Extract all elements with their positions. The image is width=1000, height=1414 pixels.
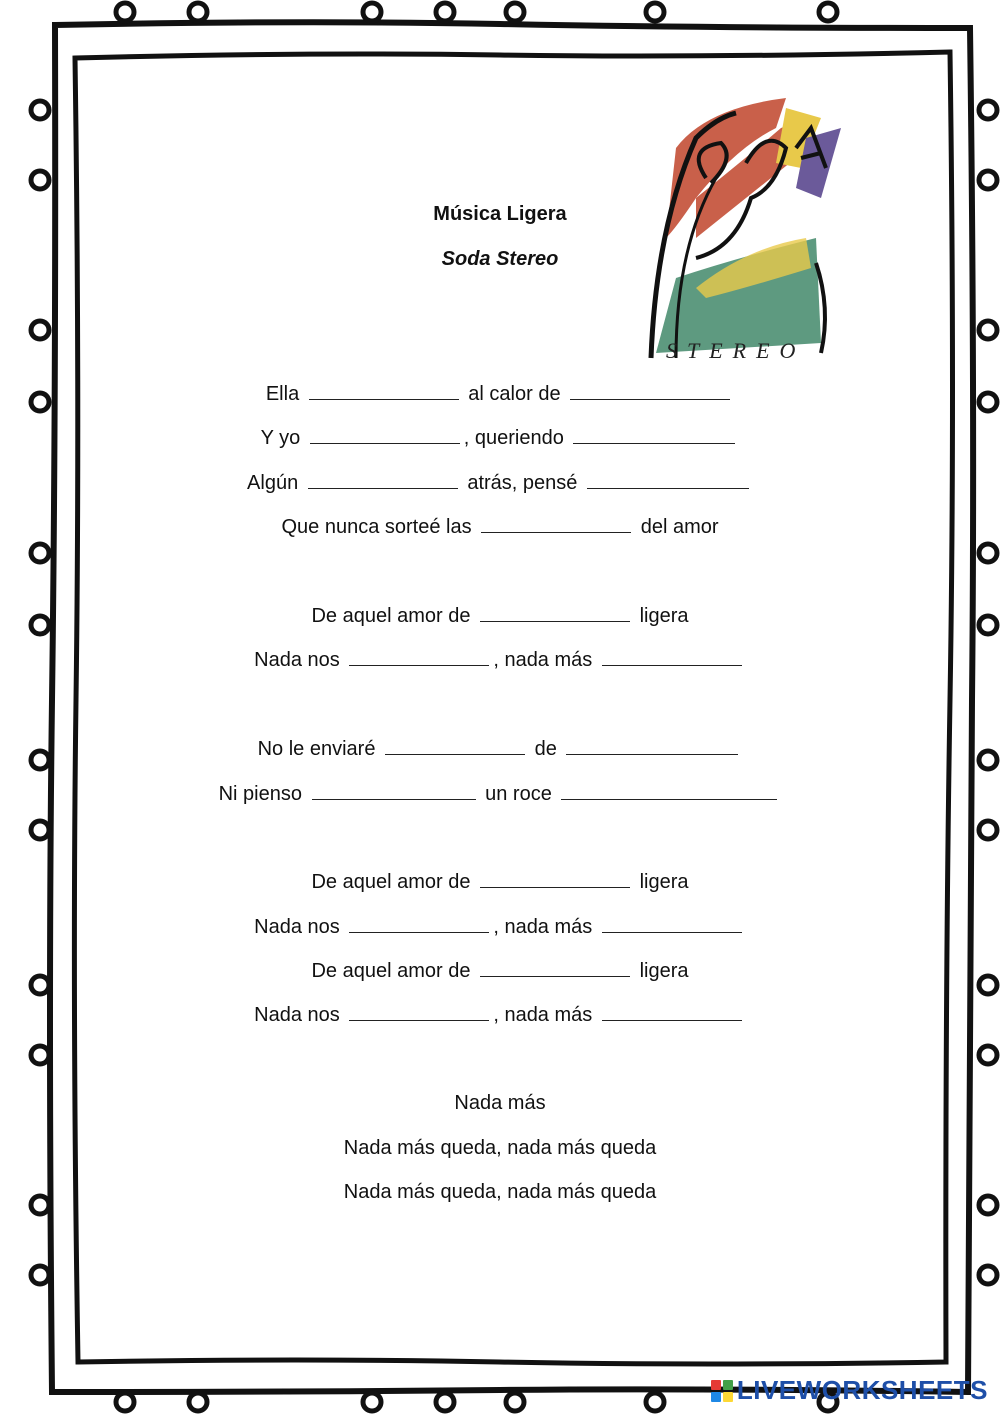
lyric-text: al calor de — [462, 383, 567, 405]
stanza-gap — [0, 692, 1000, 736]
lyric-line — [0, 381, 1000, 425]
band-name: Soda Stereo — [441, 248, 559, 270]
answer-blank[interactable] — [570, 381, 730, 400]
stanza-gap — [0, 559, 1000, 603]
lyric-line — [0, 781, 1000, 825]
answer-blank[interactable] — [310, 425, 460, 444]
lyric-line — [0, 869, 1000, 913]
answer-blank[interactable] — [480, 603, 630, 622]
border-loop — [506, 3, 524, 21]
answer-blank[interactable] — [566, 736, 738, 755]
lyric-text: Y yo — [260, 427, 306, 450]
lyric-line — [0, 603, 1000, 647]
lyric-line — [0, 1136, 1000, 1180]
border-loop — [979, 171, 997, 189]
lyric-text: atrás, pensé — [461, 471, 583, 494]
border-loop — [436, 1393, 454, 1411]
logo-stereo-text: STEREO — [666, 338, 806, 363]
lyric-line — [0, 1091, 1000, 1135]
lyric-text: Ni pienso — [218, 782, 308, 805]
border-loop — [979, 101, 997, 119]
border-loop — [819, 3, 837, 21]
lyric-line — [0, 914, 1000, 958]
lyric-text: De aquel amor de — [311, 871, 477, 894]
lyric-line — [0, 1002, 1000, 1046]
lyrics-worksheet — [0, 381, 1000, 1224]
lyric-text: Nada más — [454, 1092, 546, 1115]
answer-blank[interactable] — [349, 914, 489, 933]
answer-blank[interactable] — [573, 425, 735, 444]
answer-blank[interactable] — [349, 647, 489, 666]
border-loop — [506, 1393, 524, 1411]
answer-blank[interactable] — [480, 958, 630, 977]
answer-blank[interactable] — [309, 381, 459, 400]
stanza-gap — [0, 825, 1000, 869]
lyric-line — [0, 736, 1000, 780]
answer-blank[interactable] — [481, 514, 631, 533]
lyric-line — [0, 958, 1000, 1002]
lyric-text: De aquel amor de — [311, 604, 477, 627]
liveworksheets-brand: LIVEWORKSHEETS — [736, 1375, 988, 1405]
lyric-line — [0, 425, 1000, 469]
border-loop — [189, 3, 207, 21]
lyric-text: de — [529, 738, 563, 761]
lyric-text: , nada más — [493, 915, 598, 938]
lyric-text: Nada nos — [254, 1004, 346, 1027]
lyric-line — [0, 1180, 1000, 1224]
lyric-text: un roce — [479, 782, 558, 805]
border-loop — [979, 1266, 997, 1284]
lyric-text: , queriendo — [463, 427, 570, 450]
lyric-line — [0, 470, 1000, 514]
answer-blank[interactable] — [561, 781, 777, 800]
lyric-text: Nada más queda, nada más queda — [343, 1181, 657, 1204]
border-loop — [363, 3, 381, 21]
border-loop — [31, 1266, 49, 1284]
border-loop — [646, 3, 664, 21]
lyric-line — [0, 514, 1000, 558]
lyric-text: No le enviaré — [257, 738, 382, 761]
lyric-text: Nada nos — [254, 649, 346, 672]
border-loop — [979, 321, 997, 339]
answer-blank[interactable] — [602, 1002, 742, 1021]
stanza-gap — [0, 1047, 1000, 1091]
lyric-text: ligera — [634, 960, 689, 983]
song-title: Música Ligera — [433, 203, 567, 225]
border-loop — [31, 101, 49, 119]
answer-blank[interactable] — [587, 470, 749, 489]
border-loop — [363, 1393, 381, 1411]
lyric-text: Algún — [247, 471, 304, 494]
lyric-text: Nada más queda, nada más queda — [343, 1136, 657, 1159]
soda-stereo-logo — [636, 88, 856, 368]
border-loop — [31, 321, 49, 339]
lyric-text: , nada más — [493, 649, 598, 672]
lyric-text: del amor — [635, 516, 719, 539]
answer-blank[interactable] — [308, 470, 458, 489]
answer-blank[interactable] — [602, 914, 742, 933]
lyric-text: ligera — [634, 604, 689, 627]
answer-blank[interactable] — [312, 781, 476, 800]
liveworksheets-footer — [711, 1375, 988, 1406]
answer-blank[interactable] — [480, 869, 630, 888]
lyric-text: , nada más — [493, 1004, 598, 1027]
liveworksheets-icon — [711, 1380, 733, 1402]
lyric-text: Nada nos — [254, 915, 346, 938]
lyric-text: ligera — [634, 871, 689, 894]
border-loop — [31, 171, 49, 189]
border-loop — [116, 1393, 134, 1411]
border-loop — [116, 3, 134, 21]
border-loop — [189, 1393, 207, 1411]
lyric-text: Ella — [265, 383, 305, 405]
answer-blank[interactable] — [602, 647, 742, 666]
border-loop — [646, 1393, 664, 1411]
answer-blank[interactable] — [349, 1002, 489, 1021]
border-loop — [436, 3, 454, 21]
lyric-line — [0, 647, 1000, 691]
answer-blank[interactable] — [385, 736, 525, 755]
lyric-text: De aquel amor de — [311, 960, 477, 983]
lyric-text: Que nunca sorteé las — [281, 516, 478, 539]
